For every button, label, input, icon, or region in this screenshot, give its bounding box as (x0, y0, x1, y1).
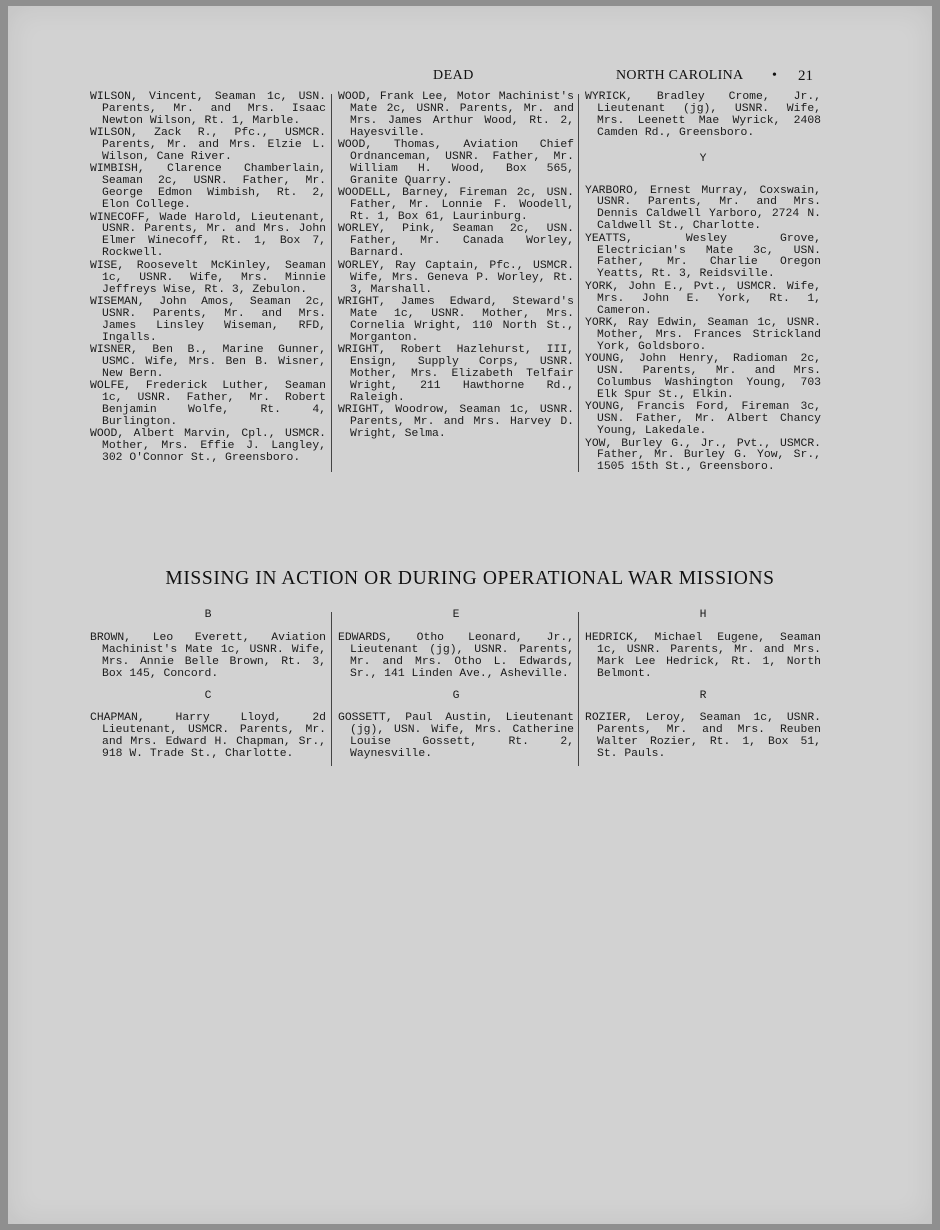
document-page (8, 6, 932, 1224)
casualty-entry: EDWARDS, Otho Leonard, Jr., Lieutenant (jg), USNR. Parents, Mr. and Mrs. Otho L. Edwards, Sr., 141 Linden Ave., Asheville. (338, 631, 574, 680)
missing-column-1 (90, 610, 326, 762)
alphabet-letter-heading: B (204, 609, 212, 621)
alphabet-letter-heading: C (204, 689, 212, 702)
bullet-separator: • (772, 68, 777, 83)
column-rule (331, 94, 332, 472)
casualty-entry: HEDRICK, Michael Eugene, Seaman 1c, USNR. Parents, Mr. and Mrs. Mark Lee Hedrick, Rt. 1, North Belmont. (585, 631, 821, 680)
casualty-entry: ROZIER, Leroy, Seaman 1c, USNR. Parents, Mr. and Mrs. Reuben Walter Rozier, Rt. 1, Box 51, St. Pauls. (585, 712, 821, 761)
casualty-entry: WYRICK, Bradley Crome, Jr., Lieutenant (jg), USNR. Wife, Mrs. Leenett Mae Wyrick, 2408 Camden Rd., Greensboro. (585, 91, 821, 139)
casualty-entry: WINECOFF, Wade Harold, Lieutenant, USNR. Parents, Mr. and Mrs. John Elmer Winecoff, Rt. 1, Box 7, Rockwell. (90, 211, 326, 260)
casualty-entry: CHAPMAN, Harry Lloyd, 2d Lieutenant, USMCR. Parents, Mr. and Mrs. Edward H. Chapman, Sr., 918 W. Trade St., Charlotte. (90, 712, 326, 761)
alphabet-letter-heading: H (699, 609, 707, 621)
casualty-entry: YEATTS, Wesley Grove, Electrician's Mate 3c, USN. Father, Mr. Charlie Oregon Yeatts, Rt. 3, Reidsville. (585, 232, 821, 281)
casualty-entry: WOLFE, Frederick Luther, Seaman 1c, USNR. Father, Mr. Robert Benjamin Wolfe, Rt. 4, Burlington. (90, 380, 326, 428)
dead-column-1 (90, 92, 326, 466)
casualty-entry: WRIGHT, Woodrow, Seaman 1c, USNR. Parents, Mr. and Mrs. Harvey D. Wright, Selma. (338, 404, 574, 440)
casualty-entry: YORK, John E., Pvt., USMCR. Wife, Mrs. John E. York, Rt. 1, Cameron. (585, 280, 821, 317)
casualty-entry: WORLEY, Ray Captain, Pfc., USMCR. Wife, Mrs. Geneva P. Worley, Rt. 3, Marshall. (338, 259, 574, 296)
casualty-entry: WRIGHT, James Edward, Steward's Mate 1c, USNR. Mother, Mrs. Cornelia Wright, 110 North St., Morganton. (338, 295, 574, 344)
section-heading: DEAD (433, 68, 474, 83)
alphabet-letter-heading: E (452, 609, 460, 621)
casualty-entry: WISNER, Ben B., Marine Gunner, USMC. Wife, Mrs. Ben B. Wisner, New Bern. (90, 344, 326, 380)
casualty-entry: BROWN, Leo Everett, Aviation Machinist's Mate 1c, USNR. Wife, Mrs. Annie Belle Brown, Rt. 3, Box 145, Concord. (90, 631, 326, 680)
casualty-entry: YOUNG, Francis Ford, Fireman 3c, USN. Father, Mr. Albert Chancy Young, Lakedale. (585, 401, 821, 438)
running-head (8, 68, 932, 88)
casualty-entry: WRIGHT, Robert Hazlehurst, III, Ensign, Supply Corps, USNR. Mother, Mrs. Elizabeth Telfair Wright, 211 Hawthorne Rd., Raleigh. (338, 344, 574, 404)
alphabet-letter-heading: R (699, 689, 707, 702)
missing-column-3 (585, 610, 821, 762)
missing-section-title: MISSING IN ACTION OR DURING OPERATIONAL WAR MISSIONS (165, 568, 775, 589)
state-heading: NORTH CAROLINA (616, 68, 744, 83)
missing-column-2 (338, 610, 574, 762)
alphabet-letter-heading: Y (699, 152, 707, 165)
casualty-entry: WISEMAN, John Amos, Seaman 2c, USNR. Parents, Mr. and Mrs. James Linsley Wiseman, RFD, Ingalls. (90, 295, 326, 344)
casualty-entry: WILSON, Zack R., Pfc., USMCR. Parents, Mr. and Mrs. Elzie L. Wilson, Cane River. (90, 127, 326, 164)
casualty-entry: YOUNG, John Henry, Radioman 2c, USN. Parents, Mr. and Mrs. Columbus Washington Young, 703 Elk Spur St., Elkin. (585, 353, 821, 401)
column-rule (578, 612, 579, 766)
casualty-entry: WORLEY, Pink, Seaman 2c, USN. Father, Mr. Canada Worley, Barnard. (338, 223, 574, 260)
casualty-entry: YOW, Burley G., Jr., Pvt., USMCR. Father, Mr. Burley G. Yow, Sr., 1505 15th St., Greensboro. (585, 437, 821, 474)
column-rule (331, 612, 332, 766)
dead-column-3 (585, 92, 821, 475)
casualty-entry: WIMBISH, Clarence Chamberlain, Seaman 2c, USNR. Father, Mr. George Edmon Wimbish, Rt. 2, Elon College. (90, 163, 326, 212)
casualty-entry: WOODELL, Barney, Fireman 2c, USN. Father, Mr. Lonnie F. Woodell, Rt. 1, Box 61, Laurinburg. (338, 187, 574, 224)
casualty-entry: WISE, Roosevelt McKinley, Seaman 1c, USNR. Wife, Mrs. Minnie Jeffreys Wise, Rt. 3, Zebulon. (90, 259, 326, 296)
page-number: 21 (798, 68, 813, 84)
dead-column-2 (338, 92, 574, 441)
casualty-entry: GOSSETT, Paul Austin, Lieutenant (jg), USN. Wife, Mrs. Catherine Louise Gossett, Rt. 2, Waynesville. (338, 712, 574, 761)
casualty-entry: YORK, Ray Edwin, Seaman 1c, USNR. Mother, Mrs. Frances Strickland York, Goldsboro. (585, 317, 821, 353)
casualty-entry: WOOD, Frank Lee, Motor Machinist's Mate 2c, USNR. Parents, Mr. and Mrs. James Arthur Wood, Rt. 2, Hayesville. (338, 91, 574, 139)
alphabet-letter-heading: G (452, 689, 460, 702)
casualty-entry: YARBORO, Ernest Murray, Coxswain, USNR. Parents, Mr. and Mrs. Dennis Caldwell Yarboro, 2724 N. Caldwell St., Charlotte. (585, 184, 821, 233)
casualty-entry: WILSON, Vincent, Seaman 1c, USN. Parents, Mr. and Mrs. Isaac Newton Wilson, Rt. 1, Marble. (90, 91, 326, 127)
casualty-entry: WOOD, Thomas, Aviation Chief Ordnanceman, USNR. Father, Mr. William H. Wood, Box 565, Granite Quarry. (338, 139, 574, 187)
column-rule (578, 94, 579, 472)
casualty-entry: WOOD, Albert Marvin, Cpl., USMCR. Mother, Mrs. Effie J. Langley, 302 O'Connor St., Greensboro. (90, 428, 326, 465)
